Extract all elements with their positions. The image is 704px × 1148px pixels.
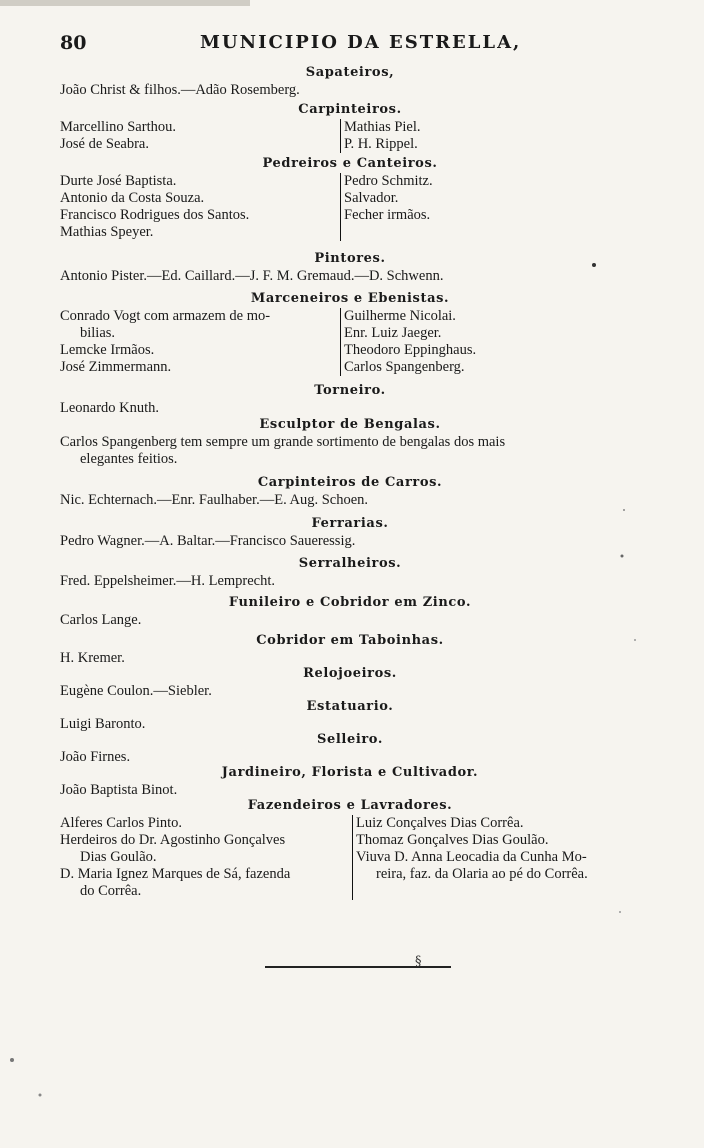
entry-line: bilias. <box>80 325 116 341</box>
section-heading: Fazendeiros e Lavradores. <box>247 798 453 813</box>
two-column-list <box>60 815 640 900</box>
entry-line: Dias Goulão. <box>80 849 157 865</box>
entry-line: Antonio Pister.—Ed. Caillard.—J. F. M. Gremaud.—D. Schwenn. <box>60 268 444 284</box>
entry-line: H. Kremer. <box>60 650 125 666</box>
entry-line: Carlos Spangenberg tem sempre um grande sortimento de bengalas dos mais <box>60 434 506 450</box>
section-esculptor <box>60 416 640 468</box>
right-column <box>340 119 421 153</box>
closing-rule <box>265 954 451 972</box>
entry-line: Pedro Wagner.—A. Baltar.—Francisco Saueressig. <box>60 533 356 549</box>
entry-line: Lemcke Irmãos. <box>60 342 155 358</box>
entry-line: José Zimmermann. <box>60 359 172 375</box>
section-heading: Carpinteiros. <box>298 102 402 117</box>
entry-line: Eugène Coulon.—Siebler. <box>60 683 212 699</box>
entry-line: Pedro Schmitz. <box>344 173 433 189</box>
section-heading: Carpinteiros de Carros. <box>257 475 443 490</box>
entry-line: Guilherme Nicolai. <box>344 308 456 324</box>
two-column-list <box>60 308 640 376</box>
right-column <box>352 815 588 900</box>
section-relojoeiros <box>60 665 640 700</box>
section-pedreiros <box>60 155 640 241</box>
entry-line: elegantes feitios. <box>80 451 178 467</box>
entry-line: João Baptista Binot. <box>60 782 178 798</box>
entry-line: Mathias Speyer. <box>60 224 154 240</box>
entry-line: Fred. Eppelsheimer.—H. Lemprecht. <box>60 573 276 589</box>
left-column <box>60 815 352 900</box>
entry-line: D. Maria Ignez Marques de Sá, fazenda <box>60 866 291 882</box>
entry-line: João Firnes. <box>60 749 131 765</box>
entry-line: reira, faz. da Olaria ao pé do Corrêa. <box>376 866 588 882</box>
entry-line: Nic. Echternach.—Enr. Faulhaber.—E. Aug. Schoen. <box>60 492 369 508</box>
section-ferrarias <box>60 515 640 550</box>
section-selleiro <box>60 731 640 766</box>
entry-line: Theodoro Eppinghaus. <box>344 342 477 358</box>
section-heading: Esculptor de Bengalas. <box>259 417 441 432</box>
section-funileiro <box>60 594 640 629</box>
entry-line: Fecher irmãos. <box>344 207 431 223</box>
page-title: MUNICIPIO DA ESTRELLA, <box>200 32 522 53</box>
section-marceneiros <box>60 290 640 376</box>
section-estatuario <box>60 698 640 733</box>
two-column-list <box>60 119 640 153</box>
section-heading: Serralheiros. <box>298 556 402 571</box>
horizontal-rule <box>265 966 451 968</box>
entry-line: P. H. Rippel. <box>344 136 418 152</box>
entry-line: Carlos Lange. <box>60 612 142 628</box>
right-column <box>340 173 433 241</box>
entry-line: Enr. Luiz Jaeger. <box>344 325 442 341</box>
entry-line: Alferes Carlos Pinto. <box>60 815 183 831</box>
section-heading: Jardineiro, Florista e Cultivador. <box>221 765 479 780</box>
entry-line: Luigi Baronto. <box>60 716 146 732</box>
left-column <box>60 119 340 153</box>
section-fazendeiros <box>60 797 640 900</box>
entry-line: Antonio da Costa Souza. <box>60 190 205 206</box>
entry-line: Thomaz Gonçalves Dias Goulão. <box>356 832 549 848</box>
entry-line: Salvador. <box>344 190 399 206</box>
entry-line: Viuva D. Anna Leocadia da Cunha Mo- <box>356 849 587 865</box>
entry-line: Leonardo Knuth. <box>60 400 160 416</box>
page-header <box>60 30 600 56</box>
section-taboinhas <box>60 632 640 667</box>
section-heading: Marceneiros e Ebenistas. <box>250 291 450 306</box>
section-carpinteiros-carros <box>60 474 640 509</box>
entry-line: Mathias Piel. <box>344 119 421 135</box>
entry-line: Durte José Baptista. <box>60 173 177 189</box>
section-heading: Relojoeiros. <box>303 666 397 681</box>
section-heading: Pintores. <box>314 251 386 266</box>
entry-line: Francisco Rodrigues dos Santos. <box>60 207 250 223</box>
left-column <box>60 173 340 241</box>
right-column <box>340 308 476 376</box>
section-serralheiros <box>60 555 640 590</box>
section-sapateiros <box>60 64 640 99</box>
section-heading: Selleiro. <box>317 732 383 747</box>
section-carpinteiros <box>60 101 640 153</box>
entry-line: José de Seabra. <box>60 136 149 152</box>
entry-line: Herdeiros do Dr. Agostinho Gonçalves <box>60 832 286 848</box>
page-number: 80 <box>60 32 87 54</box>
section-heading: Cobridor em Taboinhas. <box>256 633 444 648</box>
section-heading: Pedreiros e Canteiros. <box>262 156 438 171</box>
section-jardineiro <box>60 764 640 799</box>
entry-line: do Corrêa. <box>80 883 142 899</box>
entry-line: João Christ & filhos.—Adão Rosemberg. <box>60 82 300 98</box>
left-column <box>60 308 340 376</box>
ornament-icon: § <box>415 954 422 969</box>
two-column-list <box>60 173 640 241</box>
entry-line: Luiz Conçalves Dias Corrêa. <box>356 815 524 831</box>
section-heading: Torneiro. <box>314 383 386 398</box>
entry-line: Conrado Vogt com armazem de mo- <box>60 308 271 324</box>
section-heading: Estatuario. <box>306 699 394 714</box>
section-torneiro <box>60 382 640 417</box>
section-heading: Funileiro e Cobridor em Zinco. <box>228 595 472 610</box>
section-pintores <box>60 250 640 285</box>
entry-line: Marcellino Sarthou. <box>60 119 176 135</box>
section-heading: Sapateiros, <box>305 65 395 80</box>
section-heading: Ferrarias. <box>311 516 389 531</box>
entry-line: Carlos Spangenberg. <box>344 359 465 375</box>
